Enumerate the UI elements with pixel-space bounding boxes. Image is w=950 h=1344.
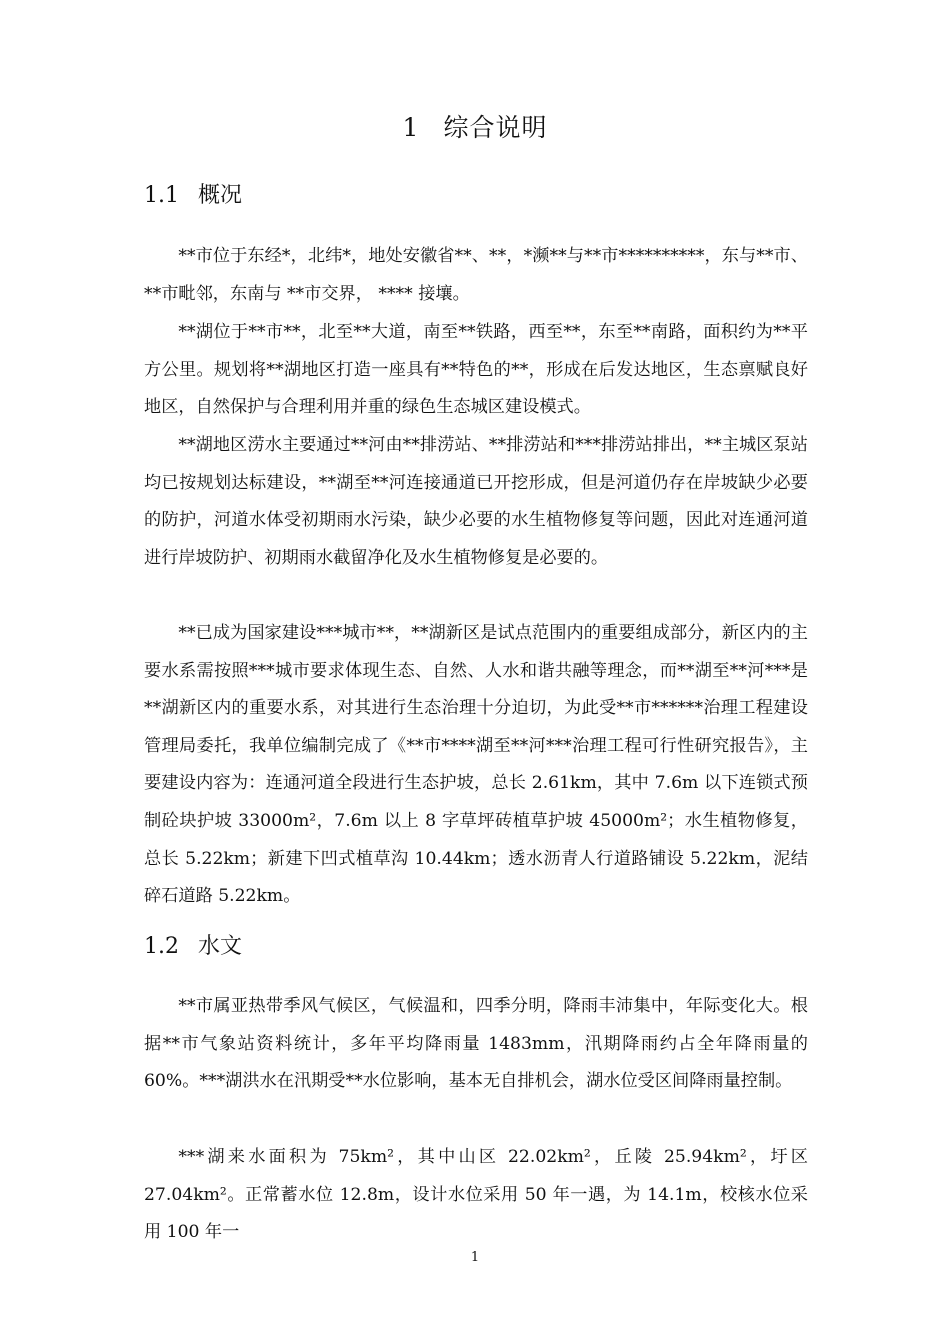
page-number: 1 xyxy=(470,1250,480,1265)
chapter-title-text: 综合说明 xyxy=(443,113,548,142)
section-title-text: 水文 xyxy=(198,934,243,959)
paragraph: **市属亚热带季风气候区，气候温和，四季分明，降雨丰沛集中，年际变化大。根据**市气象站资料统计，多年平均降雨量 1483mm，汛期降雨约占全年降雨量的 60%。***湖洪水在汛期受**水位影响，基本无自排机会，湖水位受区间降雨量控制。 xyxy=(144,996,808,1092)
paragraph: **湖地区涝水主要通过**河由**排涝站、**排涝站和***排涝站排出，**主城区泵站均已按规划达标建设，**湖至**河连接通道已开挖形成，但是河道仍存在岸坡缺少必要的防护，河道水体受初期雨水污染，缺少必要的水生植物修复等问题，因此对连通河道进行岸坡防护、初期雨水截留净化及水生植物修复是必要的。 xyxy=(144,435,808,568)
paragraph: **市位于东经*，北纬*，地处安徽省**、**，*濒**与**市**********，东与**市、**市毗邻，东南与 **市交界， **** 接壤。 xyxy=(144,246,808,304)
section-heading-hydrology xyxy=(144,929,242,960)
paragraph: **已成为国家建设***城市**，**湖新区是试点范围内的重要组成部分，新区内的主要水系需按照***城市要求体现生态、自然、人水和谐共融等理念，而**湖至**河***是**湖新区内的重要水系，对其进行生态治理十分迫切，为此受**市******治理工程建设管理局委托，我单位编制完成了《**市****湖至**河***治理工程可行性研究报告》，主要建设内容为：连通河道全段进行生态护坡，总长 2.61km，其中 7.6m 以下连锁式预制砼块护坡 33000m²，7.6m 以上 8 字草坪砖植草护坡 45000m²；水生植物修复，总长 5.22km；新建下凹式植草沟 10.44km；透水沥青人行道路铺设 5.22km，泥结碎石道路 5.22km。 xyxy=(144,623,808,907)
chapter-number: 1 xyxy=(402,113,420,142)
chapter-title xyxy=(0,108,950,144)
paragraph: **湖位于**市**，北至**大道，南至**铁路，西至**，东至**南路，面积约为**平方公里。规划将**湖地区打造一座具有**特色的**，形成在后发达地区，生态禀赋良好地区，自然保护与合理利用并重的绿色生态城区建设模式。 xyxy=(144,322,808,418)
section-number: 1.2 xyxy=(144,934,179,959)
section-title-text: 概况 xyxy=(198,183,243,208)
paragraph: ***湖来水面积为 75km²，其中山区 22.02km²，丘陵 25.94km²，圩区 27.04km²。正常蓄水位 12.8m，设计水位采用 50 年一遇，为 14.1m，校核水位采用 100 年一 xyxy=(144,1147,808,1243)
section-number: 1.1 xyxy=(144,183,179,208)
section-heading-overview xyxy=(144,178,242,209)
